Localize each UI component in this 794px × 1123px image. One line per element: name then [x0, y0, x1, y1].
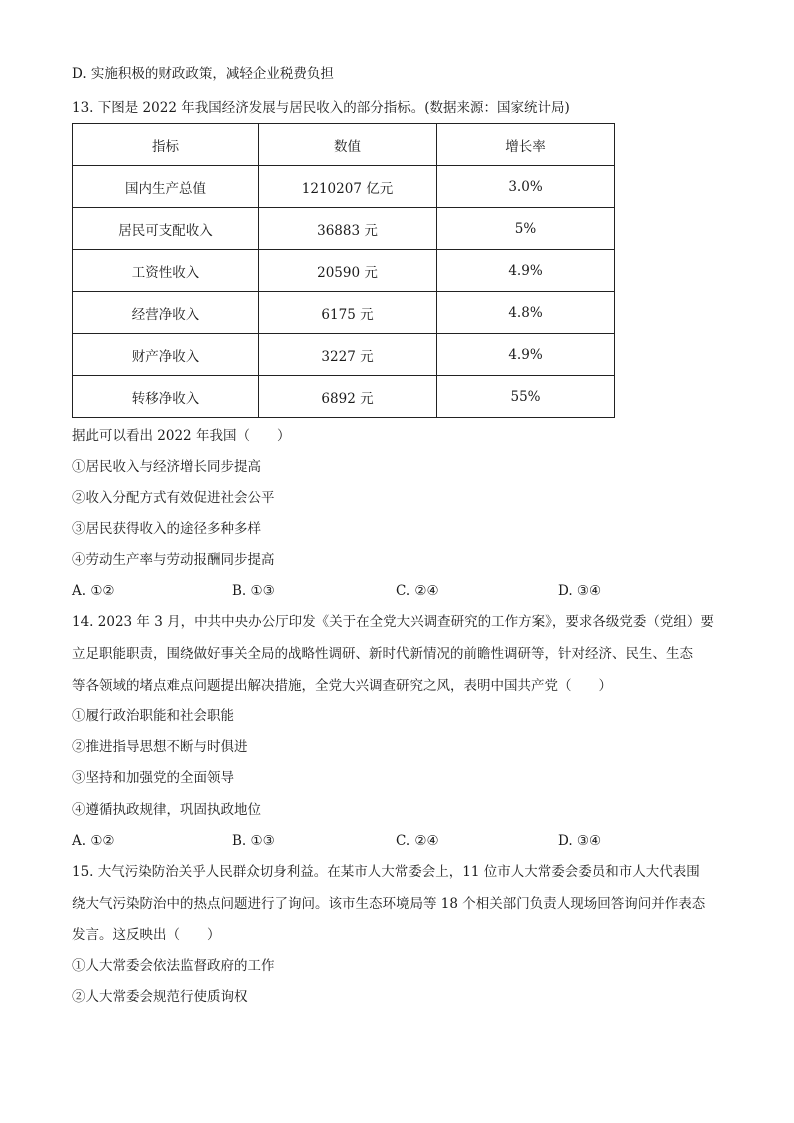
table-cell: 居民可支配收入: [73, 208, 259, 250]
table-cell: 6892 元: [259, 376, 437, 418]
q14-option-d[interactable]: D. ③④: [558, 833, 602, 849]
q13-option-c[interactable]: C. ②④: [396, 583, 439, 599]
q13-options: [72, 581, 672, 601]
table-cell: 3227 元: [259, 334, 437, 376]
q15-stem-line-3: 发言。这反映出（ ）: [72, 927, 221, 943]
table-cell: 国内生产总值: [73, 166, 259, 208]
table-cell: 4.9%: [437, 250, 615, 292]
q14-stem-line-3: 等各领域的堵点难点问题提出解决措施，全党大兴调查研究之风，表明中国共产党（ ）: [72, 678, 612, 694]
table-cell: 工资性收入: [73, 250, 259, 292]
q14-item-3: ③坚持和加强党的全面领导: [72, 770, 234, 786]
q13-item-2: ②收入分配方式有效促进社会公平: [72, 490, 275, 506]
table-cell: 5%: [437, 208, 615, 250]
q13-option-b[interactable]: B. ①③: [232, 583, 275, 599]
q13-item-4: ④劳动生产率与劳动报酬同步提高: [72, 552, 275, 568]
table-cell: 4.8%: [437, 292, 615, 334]
q15-item-2: ②人大常委会规范行使质询权: [72, 989, 248, 1005]
q13-item-1: ①居民收入与经济增长同步提高: [72, 459, 261, 475]
table-row: [73, 166, 615, 208]
table-row: [73, 208, 615, 250]
q14-option-a[interactable]: A. ①②: [72, 833, 115, 849]
q14-options: [72, 831, 672, 851]
table-cell: 3.0%: [437, 166, 615, 208]
table-header-row: [73, 124, 615, 166]
q13-stem: 13. 下图是 2022 年我国经济发展与居民收入的部分指标。(数据来源：国家统计局): [72, 100, 570, 116]
q14-item-1: ①履行政治职能和社会职能: [72, 708, 234, 724]
q15-stem-line-1: 15. 大气污染防治关乎人民群众切身利益。在某市人大常委会上，11 位市人大常委会委员和市人大代表围: [72, 864, 700, 880]
table-cell: 4.9%: [437, 334, 615, 376]
table-header-cell: 数值: [259, 124, 437, 166]
q14-item-4: ④遵循执政规律，巩固执政地位: [72, 802, 261, 818]
table-header-cell: 增长率: [437, 124, 615, 166]
q13-option-d[interactable]: D. ③④: [558, 583, 602, 599]
table-cell: 财产净收入: [73, 334, 259, 376]
q14-option-b[interactable]: B. ①③: [232, 833, 275, 849]
table-cell: 36883 元: [259, 208, 437, 250]
q13-item-3: ③居民获得收入的途径多种多样: [72, 521, 261, 537]
q14-item-2: ②推进指导思想不断与时俱进: [72, 739, 248, 755]
table-header-cell: 指标: [73, 124, 259, 166]
table-cell: 转移净收入: [73, 376, 259, 418]
table-row: [73, 250, 615, 292]
q14-stem-line-1: 14. 2023 年 3 月，中共中央办公厅印发《关于在全党大兴调查研究的工作方案》，要求各级党委（党组）要: [72, 614, 714, 630]
q14-stem-line-2: 立足职能职责，围绕做好事关全局的战略性调研、新时代新情况的前瞻性调研等，针对经济、民生、生态: [72, 646, 693, 662]
q13-question: 据此可以看出 2022 年我国（ ）: [72, 428, 291, 444]
q13-option-a[interactable]: A. ①②: [72, 583, 115, 599]
table-row: [73, 376, 615, 418]
table-cell: 20590 元: [259, 250, 437, 292]
q14-option-c[interactable]: C. ②④: [396, 833, 439, 849]
table-cell: 经营净收入: [73, 292, 259, 334]
q15-stem-line-2: 绕大气污染防治中的热点问题进行了询问。该市生态环境局等 18 个相关部门负责人现场回答询问并作表态: [72, 896, 706, 912]
q12-option-d: D. 实施积极的财政政策，减轻企业税费负担: [72, 66, 334, 82]
table-cell: 1210207 亿元: [259, 166, 437, 208]
table-cell: 6175 元: [259, 292, 437, 334]
q15-item-1: ①人大常委会依法监督政府的工作: [72, 958, 275, 974]
table-cell: 55%: [437, 376, 615, 418]
q13-data-table: [72, 123, 615, 418]
table-row: [73, 292, 615, 334]
table-row: [73, 334, 615, 376]
